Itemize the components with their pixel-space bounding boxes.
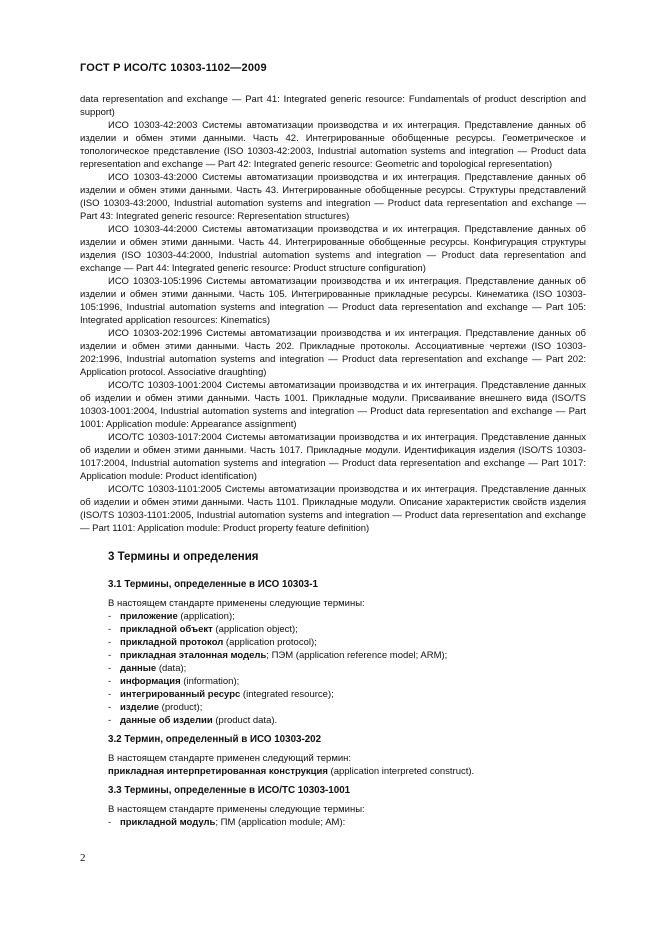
subsection-intro: В настоящем стандарте применен следующий термин: bbox=[108, 753, 352, 764]
term-name: прикладной протокол bbox=[120, 637, 224, 648]
reference-part-43 bbox=[80, 171, 586, 223]
reference-part-44 bbox=[80, 223, 586, 275]
term-gloss: (integrated resource); bbox=[240, 689, 334, 700]
term-item bbox=[108, 649, 586, 662]
reference-text: ИСО/ТС 10303-1001:2004 Системы автоматизации производства и их интеграция. Представление данных об изделии и обмен этими данными. Часть 1001. Прикладные модули. Присваивание внешнего вида (ISO/TS 10303-1001:2004, Industrial automation systems and integration — Product data representation and exchange — Part 1001: Application module: Appearance assignment) bbox=[80, 380, 586, 430]
term-name: данные об изделии bbox=[120, 715, 213, 726]
term-item bbox=[108, 610, 586, 623]
reference-text: ИСО 10303-42:2003 Системы автоматизации производства и их интеграция. Представление данных об изделии и обмен этими данными. Часть 42. Интегрированные обобщенные ресурсы. Геометрическое и топологическое представление (ISO 10303-42:2003, Industrial automation systems and integration — Product data representation and exchange — Part 42: Integrated generic resource: Geometric and topological representation) bbox=[80, 120, 586, 170]
term-name: изделие bbox=[120, 702, 160, 713]
term-name: прикладной модуль bbox=[120, 817, 216, 828]
subsection-title: 3.1 Термины, определенные в ИСО 10303-1 bbox=[108, 579, 318, 590]
term-gloss: (information); bbox=[180, 676, 240, 687]
subsection-title: 3.2 Термин, определенный в ИСО 10303-202 bbox=[108, 734, 322, 745]
reference-part-41 bbox=[80, 93, 586, 119]
term-item bbox=[108, 816, 586, 829]
term-item bbox=[108, 765, 586, 778]
term-item bbox=[108, 662, 586, 675]
list-dash: - bbox=[108, 817, 112, 828]
term-gloss: (application); bbox=[177, 611, 235, 622]
reference-text: data representation and exchange — Part 41: Integrated generic resource: Fundamentals of product description and support) bbox=[80, 94, 586, 118]
term-item bbox=[108, 688, 586, 701]
reference-text: ИСО 10303-105:1996 Системы автоматизации производства и их интеграция. Представление данных об изделии и обмен этими данными. Часть 105. Интегрированные прикладные ресурсы. Кинематика (ISO 10303-105:1996, Industrial automation systems and integration — Product data representation and exchange — Part 105: Integrated application resources: Kinematics) bbox=[80, 276, 586, 326]
list-dash: - bbox=[108, 702, 112, 713]
term-gloss: ; ПМ (application module; AM): bbox=[215, 817, 346, 828]
term-gloss: (data); bbox=[156, 663, 187, 674]
term-gloss: (application protocol); bbox=[223, 637, 317, 648]
page-header: ГОСТ Р ИСО/ТС 10303-1102—2009 bbox=[80, 62, 267, 74]
term-gloss: (product data). bbox=[212, 715, 278, 726]
reference-part-202 bbox=[80, 327, 586, 379]
list-dash: - bbox=[108, 650, 112, 661]
reference-part-1017 bbox=[80, 431, 586, 483]
term-name: данные bbox=[120, 663, 157, 674]
list-dash: - bbox=[108, 715, 112, 726]
reference-part-1001 bbox=[80, 379, 586, 431]
list-dash: - bbox=[108, 689, 112, 700]
term-gloss: (application object); bbox=[212, 624, 298, 635]
subsection-title: 3.3 Термины, определенные в ИСО/ТС 10303-1001 bbox=[108, 785, 351, 796]
term-item bbox=[108, 714, 586, 727]
list-dash: - bbox=[108, 663, 112, 674]
reference-part-105 bbox=[80, 275, 586, 327]
term-item bbox=[108, 636, 586, 649]
term-name: прикладная интерпретированная конструкция bbox=[108, 766, 328, 777]
page-number: 2 bbox=[80, 852, 86, 864]
subsection-intro: В настоящем стандарте применены следующие термины: bbox=[108, 804, 365, 815]
reference-text: ИСО/ТС 10303-1101:2005 Системы автоматизации производства и их интеграция. Представление данных об изделии и обмен этими данными. Часть 1101. Прикладные модули. Описание характеристик свойств изделия (ISO/TS 10303-1101:2005, Industrial automation systems and integration — Product data representation and exchange — Part 1101: Application module: Product property feature definition) bbox=[80, 484, 586, 534]
reference-text: ИСО/ТС 10303-1017:2004 Системы автоматизации производства и их интеграция. Представление данных об изделии и обмен этими данными. Часть 1017. Прикладные модули. Идентификация изделия (ISO/TS 10303-1017:2004, Industrial automation systems and integration — Product data representation and exchange — Part 1017: Application module: Product identification) bbox=[80, 432, 586, 482]
term-item bbox=[108, 675, 586, 688]
term-item bbox=[108, 701, 586, 714]
document-body bbox=[80, 93, 586, 829]
reference-part-1101 bbox=[80, 483, 586, 535]
term-name: прикладной объект bbox=[120, 624, 213, 635]
term-name: прикладная эталонная модель bbox=[120, 650, 267, 661]
reference-text: ИСО 10303-44:2000 Системы автоматизации производства и их интеграция. Представление данных об изделии и обмен этими данными. Часть 44. Интегрированные обобщенные ресурсы. Конфигурация структуры изделия (ISO 10303-44:2000, Industrial automation systems and integration — Product data representation and exchange — Part 44: Integrated generic resource: Product structure configuration) bbox=[80, 224, 586, 274]
term-name: интегрированный ресурс bbox=[120, 689, 241, 700]
reference-text: ИСО 10303-202:1996 Системы автоматизации производства и их интеграция. Представление данных об изделии и обмен этими данными. Часть 202. Прикладные протоколы. Ассоциативные чертежи (ISO 10303-202:1996, Industrial automation systems and integration — Product data representation and exchange — Part 202: Application protocol. Associative draughting) bbox=[80, 328, 586, 378]
term-item bbox=[108, 623, 586, 636]
section-title: 3 Термины и определения bbox=[108, 551, 259, 563]
list-dash: - bbox=[108, 676, 112, 687]
term-gloss: (application interpreted construct). bbox=[327, 766, 475, 777]
term-name: приложение bbox=[120, 611, 178, 622]
term-gloss: ; ПЭМ (application reference model; ARM); bbox=[266, 650, 448, 661]
list-dash: - bbox=[108, 624, 112, 635]
list-dash: - bbox=[108, 637, 112, 648]
subsection-intro: В настоящем стандарте применены следующие термины: bbox=[108, 598, 365, 609]
reference-part-42 bbox=[80, 119, 586, 171]
list-dash: - bbox=[108, 611, 112, 622]
term-name: информация bbox=[120, 676, 181, 687]
reference-text: ИСО 10303-43:2000 Системы автоматизации производства и их интеграция. Представление данных об изделии и обмен этими данными. Часть 43. Интегрированные обобщенные ресурсы. Структуры представлений (ISO 10303-43:2000, Industrial automation systems and integration — Product data representation and exchange — Part 43: Integrated generic resource: Representation structures) bbox=[80, 172, 586, 222]
term-gloss: (product); bbox=[159, 702, 203, 713]
